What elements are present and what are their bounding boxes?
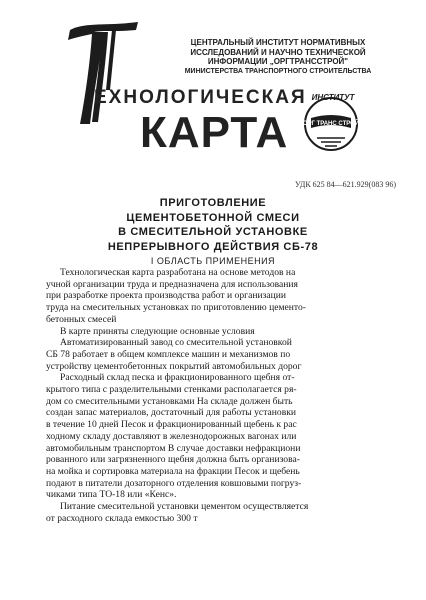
org-line: ЦЕНТРАЛЬНЫЙ ИНСТИТУТ НОРМАТИВНЫХ [190,38,366,47]
body-line: рованного или загрязненного щебня должна быть организова- [46,454,300,466]
body-line: чиками типа ТО-18 или «Кенс». [46,489,177,501]
document-title [60,196,366,254]
body-line: дом со смесительными установками На складе должен быть [46,395,293,407]
section-heading: I ОБЛАСТЬ ПРИМЕНЕНИЯ [150,256,276,266]
udk-code: УДК 625 84—621.929(083 96) [295,180,396,189]
title-line: ЦЕМЕНТОБЕТОННОЙ СМЕСИ [126,211,300,224]
title-line: ПРИГОТОВЛЕНИЕ [159,197,267,209]
body-line: Автоматизированный завод со смесительной установкой [60,337,292,349]
body-line: труда на смесительных установках по приготовлению цементо- [46,302,306,314]
body-line: устройству цементобетонных покрытий автомобильных дорог [46,360,302,372]
header-title-line1: ЕХНОЛОГИЧЕСКАЯ [94,87,307,108]
org-line: ИНФОРМАЦИИ „ОРГТРАНССТРОЙ" [207,57,349,67]
emblem-band-text: ОРГ ТРАНС СТРОЙ [302,121,360,127]
body-line: СБ 78 работает в общем комплексе машин и механизмов по [46,348,291,360]
header-title-line2: КАРТА [140,108,289,157]
body-line: автомобильным транспортом В случае доставки нефракциони [46,442,301,454]
org-line: ИССЛЕДОВАНИЙ И НАУЧНО ТЕХНИЧЕСКОЙ [190,47,366,57]
institute-emblem-icon [297,88,365,156]
title-line: НЕПРЕРЫВНОГО ДЕЙСТВИЯ СБ-78 [107,240,319,253]
body-line: на мойка и сортировка материала на фракции Песок и щебень [46,465,300,477]
body-line: Питание смесительной установки цементом осуществляется [60,501,309,513]
ministry-line: МИНИСТЕРСТВА ТРАНСПОРТНОГО СТРОИТЕЛЬСТВА [184,67,372,75]
body-line: от расходного склада емкостью 300 т [46,512,198,524]
body-line: учной организации труда и предназначена для использования [46,278,298,290]
body-line: бетонных смесей [46,313,117,325]
body-text [46,267,390,524]
emblem-top-text: ИНСТИТУТ [311,93,355,102]
body-line: Расходный склад песка и фракционированного щебня от- [60,372,295,384]
body-line: ходному складу доставляют в железнодорожных вагонах или [46,430,297,442]
body-line: в течение 10 дней Песок и фракционированный щебень к рас [46,419,297,431]
body-line: В карте приняты следующие основные условия [60,325,255,337]
organization-block [152,38,404,76]
title-line: В СМЕСИТЕЛЬНОЙ УСТАНОВКЕ [118,226,308,238]
body-line: крытого типа с разделительными стенками располагается ря- [46,384,297,396]
body-line: создан запас материалов, достаточный для работы установки [46,407,297,419]
body-line: Технологическая карта разработана на основе методов на [60,267,296,278]
body-line: при разработке проекта производства работ и организации [46,290,287,302]
body-line: подают в питатели дозаторного отделения ковшовыми погруз- [46,477,302,489]
t-letter-logo [64,20,144,132]
